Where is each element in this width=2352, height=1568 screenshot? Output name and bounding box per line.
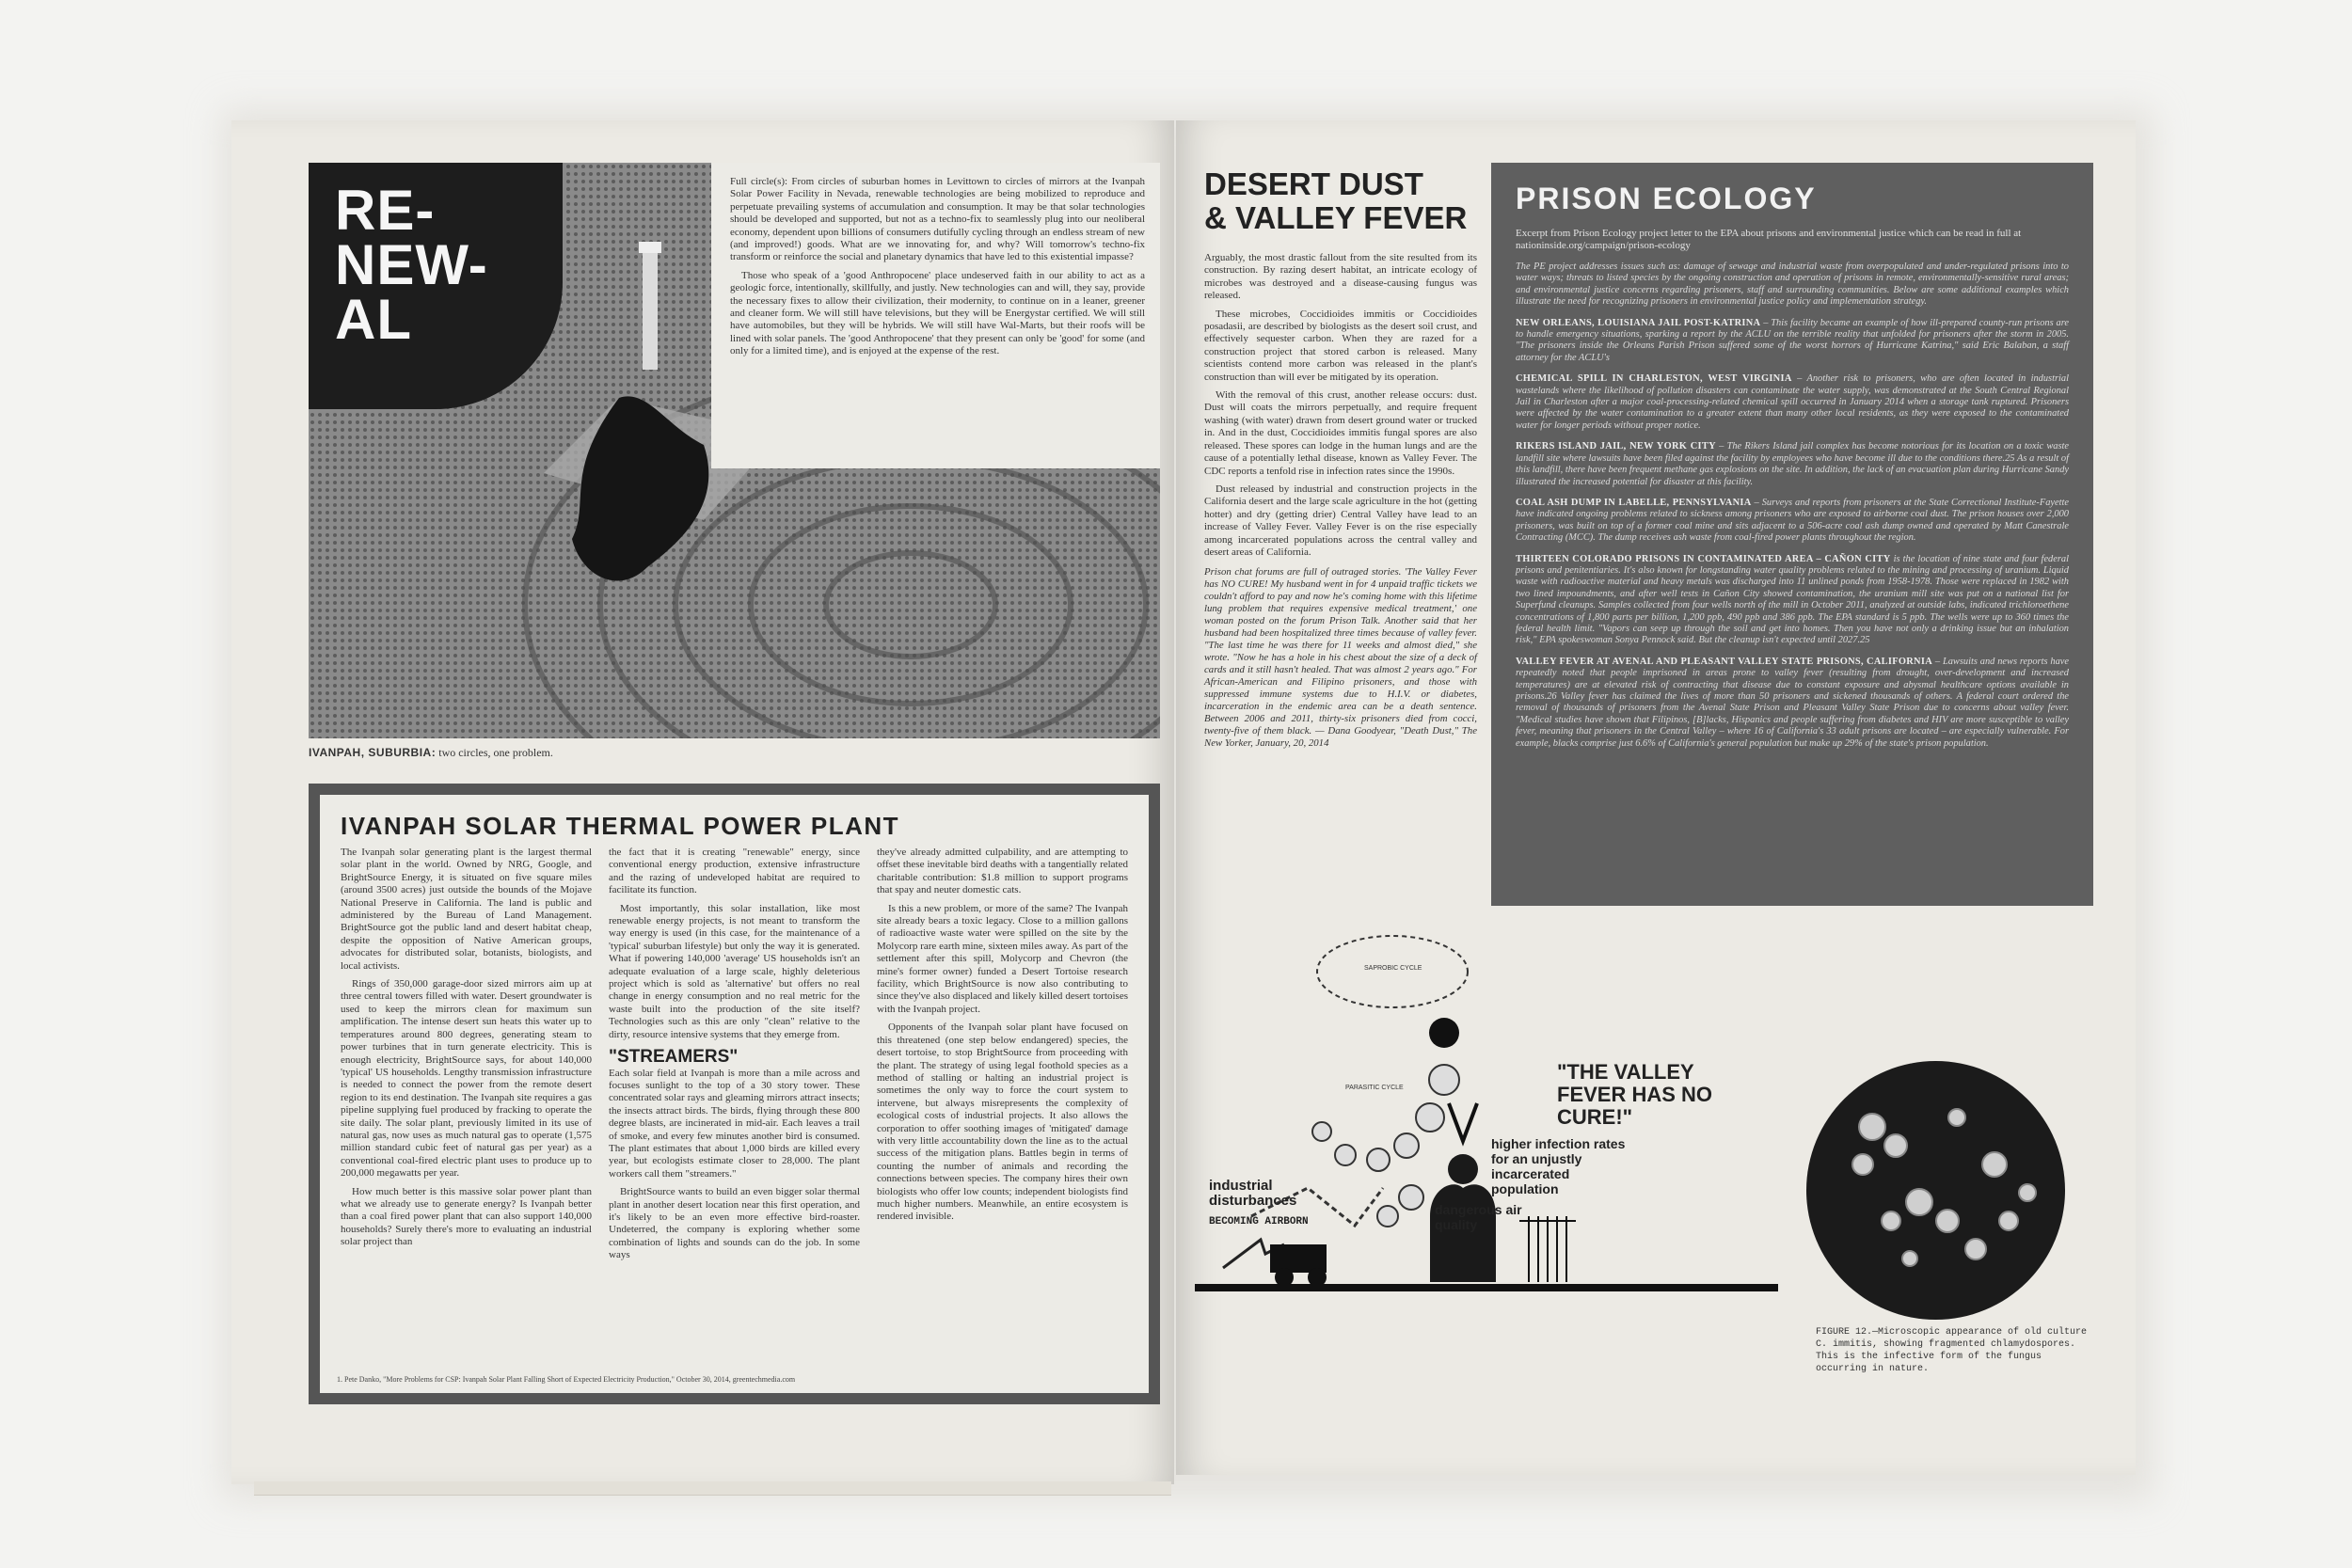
caption-text: two circles, one problem. [436, 746, 553, 759]
dangerous-air-label: dangerous air quality [1435, 1202, 1522, 1232]
streamers-subheading: "STREAMERS" [609, 1047, 739, 1068]
article-column-3 [877, 847, 1128, 1268]
prison-forum-quote: Prison chat forums are full of outraged stories. 'The Valley Fever has NO CURE! My husband went in for 4 unpaid traffic tickets we couldn't afford to pay and now he's coming home with this lifetime lung problem that requires expensive medical treatment,' one woman posted on the forum Prison Talk. Another said that her husband had been hospitalized three times because of valley fever. "The last time he was there for 11 weeks and almost died," she wrote. "Now he has a hole in his chest about the size of a deck of cards and it still hasn't healed. That was almost 2 years ago." For African-American and Filipino prisoners, and those with suppressed immune systems due to H.I.V. or diabetes, incarceration in the endemic area can be a death sentence. Between 2006 and 2011, thirty-six prisoners died from cocci, twenty-five of them black. — Dana Goodyear, "Death Dust," The New Yorker, January, 20, 2014 [1204, 566, 1477, 750]
article-column-2 [609, 847, 860, 1268]
prison-section [1516, 657, 2069, 750]
section-head: COAL ASH DUMP IN LABELLE, PENNSYLVANIA [1516, 497, 1752, 508]
section-head: RIKERS ISLAND JAIL, NEW YORK CITY [1516, 441, 1716, 452]
desert-dust-body [1204, 252, 1477, 750]
section-text: The PE project addresses issues such as: damage of sewage and industrial waste from overpopulated and under-regulated prisons into to water ways; threats to listed species by the ongoing construction and operation of prisons in remote, environmentally-sensitive rural areas; and environmental justice concerns regarding prisoners, staff and surrounding communities. Below are some additional examples which illustrate the need for recognizing prisoners in environmental justice policy and implementation strategy. [1516, 261, 2069, 308]
section-head: THIRTEEN COLORADO PRISONS IN CONTAMINATED AREA – CAÑON CITY [1516, 553, 1891, 564]
microscope-image [1806, 1061, 2065, 1320]
prison-section [1516, 373, 2069, 432]
valley-fever-headline: "THE VALLEY FEVER HAS NO CURE!" [1557, 1060, 1713, 1129]
prison-ecology-box [1491, 163, 2093, 906]
article-paragraph: they've already admitted culpability, and are attempting to offset these inevitable bird deaths with a tangentially related charitable contribution: $1.8 million to support programs that spay and neuter domestic cats. [877, 847, 1128, 896]
intro-paragraph: Full circle(s): From circles of suburban homes in Levittown to circles of mirrors at the Ivanpah Solar Power Facility in Nevada, renewable technologies are being mobilized to reproduce and perpetuate prevailing systems of accumulation and consumption. It may be that solar technologies should be developed and supported, but not as a techno-fix to seamlessly plug into our neoliberal economy, dependent upon billions of consumers dutifully cycling through an endless stream of new (and improved!) goods. What are we innovating for, and why? Will tomorrow's techno-fix transform or reinforce the social and planetary dynamics that have led to this existential impasse? [730, 176, 1145, 263]
section-text: – Lawsuits and news reports have repeatedly noted that people imprisoned in areas prone to valley fever (resulting from drought, over-development and increased temperatures) are at elevated risk of contracting that disease due to constant exposure and abysmal healthcare options available in prisons.26 Valley fever has claimed the lives of more than 50 prisoners and sickened thousands of others. A federal court ordered the removal of thousands of prisoners from the Avenal State Prison and Pleasant Valley State Prison due to concerns about valley fever. "Medical studies have shown that Filipinos, [B]lacks, Hispanics and people suffering from diabetes and HIV are more susceptible to valley fever, meaning that prisoners in the Central Valley – where 16 of California's 33 adult prisons are located – are especially vulnerable. For example, blacks comprise just 6.6% of California's general population but make up 29% of the state's prison population. [1516, 656, 2070, 749]
prison-section [1516, 318, 2069, 365]
renewal-title: RE- NEW- AL [335, 179, 488, 351]
becoming-airborn-label: BECOMING AIRBORN [1209, 1216, 1309, 1227]
section-head: CHEMICAL SPILL IN CHARLESTON, WEST VIRGINIA [1516, 373, 1792, 385]
section-head: NEW ORLEANS, LOUISIANA JAIL POST-KATRINA [1516, 317, 1761, 328]
article-column-1 [341, 847, 592, 1268]
parasitic-cycle-label: PARASITIC CYCLE [1345, 1085, 1404, 1091]
footnote: 1. Pete Danko, "More Problems for CSP: Ivanpah Solar Plant Falling Short of Expected Electricity Production," October 30, 2014, greentechmedia.com [337, 1375, 796, 1384]
section-text: – Another risk to prisoners, who are often located in industrial wastelands where the likelihood of pollution disasters can contaminate the water supply, was demonstrated at the South Central Regional Jail in Charleston after a major coal-processing-related chemical spill occurred in January 2014 when a storage tank ruptured. Prisoners were affected by the water contamination to a greater extent than many other local residents, as they were exposed to the contaminated water for longer periods without proper notice. [1516, 373, 2069, 431]
article-paragraph: Opponents of the Ivanpah solar plant have focused on this threatened (one step below endangered) species, the desert tortoise, to stop BrightSource from proceeding with the plant. The strategy of using legal foothold species as a method of stalling or halting an industrial project is sometimes the only way to force the court system to intervene, but always misrepresents the complexity of ecological costs of industrial projects. It also allows the corporation to offer soothing images of 'mitigated' damage with very little accountability down the line as to the actual success of the mitigation plans. Battles begin in terms of counting the number of animals and recording the connections between species. The company hires their own biologists who offer low counts; independent biologists find much higher numbers. Meanwhile, an entire ecosystem is rendered invisible. [877, 1022, 1128, 1223]
prison-section [1516, 498, 2069, 545]
renewal-photo-collage [309, 163, 1160, 738]
intro-text-box [711, 163, 1160, 468]
article-title: IVANPAH SOLAR THERMAL POWER PLANT [341, 812, 900, 840]
section-head: VALLEY FEVER AT AVENAL AND PLEASANT VALLEY STATE PRISONS, CALIFORNIA [1516, 656, 1933, 667]
prison-ecology-intro: Excerpt from Prison Ecology project letter to the EPA about prisons and environmental justice which can be read in full at nationinside.org/campaign/prison-ecology [1516, 228, 2022, 251]
paper-edge [254, 1481, 1171, 1496]
section-text: is the location of nine state and four federal prisons and penitentiaries. It's also known for longstanding water quality problems related to the mining and processing of uranium. Liquid waste with radioactive material and heavy metals was discharged into 11 unlined ponds from 1958-1978. Those were replaced in 1982 with two lined impoundments, and after well tests in Cañon City showed contamination, the uranium mill site was put on a national list for Superfund cleanups. Samples collected from four wells north of the mill in October 2011, analyzed at outside labs, indicated trichloroethene concentrations of 1,800 parts per billion, 1,200 ppb, 490 ppb and 386 ppb. The EPA standard is 5 ppb. The wells were up to 360 times the federal health limit. "Vapors can seep up through the soil and get into homes. Then you have not only a drinking issue but an inhalation risk," EPA spokeswoman Sonya Pennock said. But the cleanup isn't expected until 2027.25 [1516, 553, 2069, 646]
fungus-culture-image [1806, 1061, 2065, 1320]
ivanpah-article-frame [309, 784, 1160, 1404]
prison-section [1516, 554, 2069, 647]
caption-label: IVANPAH, SUBURBIA: [309, 746, 437, 759]
figure-caption: FIGURE 12.—Microscopic appearance of old culture C. immitis, showing fragmented chlamydospores. This is the infective form of the fungus occurring in nature. [1816, 1327, 2088, 1374]
ivanpah-article [320, 795, 1149, 1393]
section-text: – Surveys and reports from prisoners at the State Correctional Institute-Fayette have indicated ongoing problems related to sickness among prisoners who are exposed to airborne coal dust. The prison houses over 2,000 prisoners, was built on top of a former coal mine and sits adjacent to a 506-acre coal ash dump owned and operated by Matt Canestrale Contracting (MCC). The dump receives ash waste from coal-fired power plants throughout the region. [1516, 497, 2069, 544]
article-paragraph: Each solar field at Ivanpah is more than a mile across and focuses sunlight to the top of a 30 story tower. These concentrated solar rays and gleaming mirrors attract insects; the insects attract birds. The birds, flying through these 800 degree blasts, are incinerated in mid-air. Each leaves a trail of smoke, and every few minutes another bird is consumed. The plant estimates that about 1,000 birds are killed every year, but ecologists estimate closer to 28,000. The plant workers call them "streamers." [609, 1067, 860, 1180]
body-paragraph: These microbes, Coccidioides immitis or Coccidioides posadasii, are described by biologists as the desert soil crust, and effectively sequester carbon. When they are razed for a construction project that stored carbon is released. Many scientists contend more carbon was released in the plant's construction than will ever be mitigated by its operation. [1204, 308, 1477, 383]
article-paragraph: How much better is this massive solar power plant than what we already use to generate energy? Is Ivanpah better than a coal fired power plant that can also support 140,000 households? Surely there's more to evaluating an industrial solar project than [341, 1185, 592, 1248]
article-paragraph: Most importantly, this solar installation, like most renewable energy projects, is not meant to transform the way energy is used (in this case, for the maintenance of a 'typical' suburban lifestyle) but only the way it is generated. What if powering 140,000 'average' US households isn't an adequate evaluation of a large scale, highly deleterious project which is sold as 'alternative' but offers no real change in energy consumption and no real metric for the waste built into the production of the site itself? Technologies such as this are only "clean" relative to the dirty, resource intensive systems that they emerge from. [609, 902, 860, 1040]
higher-infection-label: higher infection rates for an unjustly incarcerated population [1491, 1136, 1626, 1196]
body-paragraph: With the removal of this crust, another release occurs: dust. Dust will coats the mirrors perpetually, and require frequent washing (with water) drawn from desert ground water or trucked in. And in the dust, Coccidioides immitis fungal spores are also released. These spores can lodge in the human lungs and are the cause of a potentially lethal disease, known as Valley Fever. The CDC reports a tenfold rise in infection rates since the 1990s. [1204, 389, 1477, 477]
article-paragraph: BrightSource wants to build an even bigger solar thermal plant in another desert location near this first operation, and it's likely to be an even more effective bird-roaster. Undeterred, the company is exploring whether some combination of lights and sounds can do the job. In some ways [609, 1186, 860, 1261]
prison-section [1516, 261, 2069, 309]
spore-dark [1429, 1018, 1459, 1048]
section-text: – This facility became an example of how ill-prepared county-run prisons are to handle emergency situations, sparking a report by the ACLU on the terrible reality that unfolded for prisoners after the storm in 2005. "The prisoners inside the Orleans Parish Prison suffered some of the worst horrors of Hurricane Katrina," said Eric Balaban, a staff attorney for the ACLU's [1516, 317, 2069, 363]
person-silhouette [1430, 1184, 1496, 1282]
body-paragraph: Arguably, the most drastic fallout from the site resulted from its construction. By razing desert habitat, an intricate ecology of microbes was destroyed and a disease-causing fungus was released. [1204, 252, 1477, 302]
intro-paragraph: Those who speak of a 'good Anthropocene' place undeserved faith in our ability to act as a geologic force, intentionally, skillfully, and justly. New technologies can and will, they say, provide the necessary fixes to allow their civilization, their modernity, to continue on in a leaner, greener and cleaner form. We will still have televisions, but they will be Energystar certified. We will still have automobiles, but they will be hybrids. We will still have Wal-Marts, but their roofs will be lined with solar panels. The 'good Anthropocene' that they present can only be 'good' for some (and only for a limited time), and is enjoyed at the expense of the rest. [730, 269, 1145, 357]
article-paragraph: Is this a new problem, or more of the same? The Ivanpah site already bears a toxic legacy. Close to a million gallons of radioactive waste water were spilled on the site by the Molycorp rare earth mine, sixteen miles away. As part of the settlement after this spill, Molycorp and Chevron (the mine's former owner) funded a Desert Tortoise research facility, which BrightSource is now also contributing to since they've also displaced and likely killed desert tortoises with the Ivanpah project. [877, 902, 1128, 1015]
prison-ecology-title: PRISON ECOLOGY [1516, 182, 1817, 215]
body-paragraph: Dust released by industrial and construction projects in the California desert and the large scale agriculture in the hot (getting hotter) and dry (getting drier) Central Valley have lead to an increase of Valley Fever. Valley Fever is on the rise especially among incarcerated populations across the central valley and desert areas of California. [1204, 483, 1477, 558]
image-caption [309, 746, 553, 760]
left-page [231, 120, 1174, 1484]
section-text: – The Rikers Island jail complex has become notorious for its location on a toxic waste landfill site where lawsuits have been filed against the facility by employees who have become ill due to the conditions there.25 As a result of this landfill, there have been frequent methane gas explosions on the site. In addition, the lack of an evacuation plan during Hurricane Sandy illustrated the increased potential for disaster at this facility. [1516, 441, 2069, 487]
article-paragraph: the fact that it is creating "renewable" energy, since conventional energy production, extensive infrastructure and the razing of undeveloped habitat are required to facilitate its function. [609, 847, 860, 896]
right-page [1176, 120, 2136, 1475]
saprobic-cycle-label: SAPROBIC CYCLE [1364, 965, 1422, 972]
desert-dust-title: DESERT DUST & VALLEY FEVER [1204, 166, 1468, 235]
article-paragraph: Rings of 350,000 garage-door sized mirrors aim up at three central towers filled with water. Desert groundwater is used to keep the mirrors clean for maximum sun amplification. The intense desert sun heats this water up to temperatures around 800 degrees, generating steam to power turbines that in turn generate electricity. This is enough electricity, BrightSource says, for about 140,000 'typical' US households. Lengthy transmission infrastructure is needed to connect the power from the remote desert region to its end destination. The Ivanpah site requires a gas pipeline supplying fuel produced by fracking to operate the site daily. The solar plant, previously limited in its use of natural gas, now uses as much natural gas to operate (1,575 million standard cubic feet of natural gas per year) as a conventional coal-fired electric plant uses to produce up to 200,000 megawatts per year. [341, 978, 592, 1180]
prison-section [1516, 441, 2069, 488]
industrial-disturbances-label: industrial disturbances [1209, 1178, 1297, 1209]
article-paragraph: The Ivanpah solar generating plant is the largest thermal solar plant in the world. Owned by NRG, Google, and BrightSource Energy, it is situated on five square miles (around 3500 acres) just outside the bounds of the Mojave National Preserve in California. The land is public and administered by the Bureau of Land Management. BrightSource got the public land and desert habitat cheap, despite the opposition of Native American groups, advocates for distributed solar, botanists, biologists, and local activists. [341, 847, 592, 972]
